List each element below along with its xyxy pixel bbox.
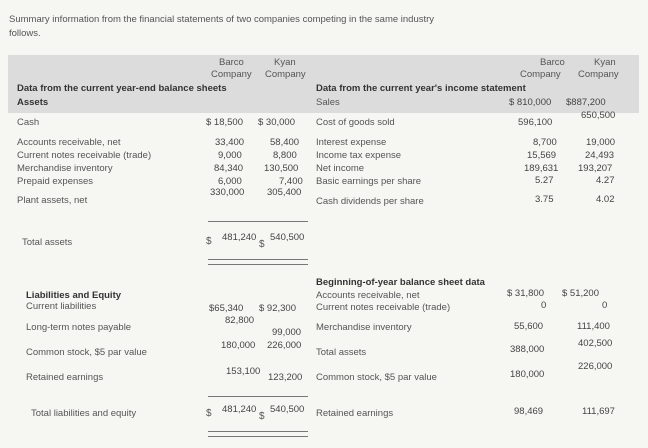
liab-barco: 82,800 <box>225 315 255 326</box>
asset-kyan: 7,400 <box>279 176 303 187</box>
income-barco: $ 810,000 <box>509 97 552 108</box>
income-label: Income tax expense <box>316 150 402 161</box>
boy-kyan: 111,697 <box>582 406 615 417</box>
total-le-barco: 481,240 <box>222 404 257 415</box>
asset-kyan: 130,500 <box>264 163 299 174</box>
left-col-kyan-1: Kyan <box>274 57 296 68</box>
asset-barco: $ 18,500 <box>206 117 243 128</box>
income-kyan: 24,493 <box>585 150 615 161</box>
boy-barco: 180,000 <box>510 369 545 380</box>
liab-title: Liabilities and Equity <box>26 290 122 301</box>
income-kyan: 4.27 <box>596 175 615 186</box>
le-rule-bottom-1 <box>208 431 308 432</box>
income-kyan: 4.02 <box>596 194 615 205</box>
left-col-barco-2: Company <box>211 69 252 80</box>
left-col-barco-1: Barco <box>219 57 244 68</box>
boy-kyan: $ 51,200 <box>562 288 599 299</box>
income-barco: 5.27 <box>535 175 554 186</box>
liab-kyan: 123,200 <box>268 372 303 383</box>
boy-label: Common stock, $5 par value <box>316 372 437 383</box>
total-le-label: Total liabilities and equity <box>31 408 137 419</box>
asset-label: Merchandise inventory <box>17 163 113 174</box>
total-assets-barco: 481,240 <box>222 232 257 243</box>
liab-kyan: 226,000 <box>267 340 302 351</box>
liab-label: Common stock, $5 par value <box>26 347 147 358</box>
asset-label: Accounts receivable, net <box>17 137 121 148</box>
right-col-barco-1: Barco <box>540 57 565 68</box>
asset-kyan: $ 30,000 <box>258 117 295 128</box>
total-assets-barco-dollar: $ <box>206 236 212 247</box>
right-col-barco-2: Company <box>520 69 561 80</box>
liab-label: Long-term notes payable <box>26 322 132 333</box>
boy-label: Accounts receivable, net <box>316 290 420 301</box>
asset-kyan: 305,400 <box>267 187 302 198</box>
income-barco: 15,569 <box>527 150 557 161</box>
liab-barco: 180,000 <box>221 340 256 351</box>
boy-barco: 55,600 <box>514 321 544 332</box>
income-kyan: 193,207 <box>578 163 613 174</box>
asset-label: Plant assets, net <box>17 195 88 206</box>
income-barco: 596,100 <box>518 117 553 128</box>
income-label: Interest expense <box>316 137 387 148</box>
boy-barco: $ 31,800 <box>507 288 544 299</box>
total-le-kyan-dollar: $ <box>259 411 265 422</box>
total-le-barco-dollar: $ <box>206 408 212 419</box>
total-rule-top <box>208 221 308 222</box>
le-rule-top <box>208 396 308 397</box>
asset-barco: 33,400 <box>215 137 245 148</box>
total-assets-label: Total assets <box>22 237 73 248</box>
boy-kyan: 111,400 <box>577 321 610 332</box>
left-col-kyan-2: Company <box>265 69 306 80</box>
total-assets-kyan: 540,500 <box>270 232 305 243</box>
income-barco: 189,631 <box>524 163 559 174</box>
boy-barco: 388,000 <box>510 344 545 355</box>
liab-kyan: $ 92,300 <box>259 303 296 314</box>
assets-title: Assets <box>17 97 49 108</box>
boy-label: Current notes receivable (trade) <box>316 302 451 313</box>
le-rule-bottom-2 <box>208 436 308 437</box>
income-kyan: 650,500 <box>581 110 616 121</box>
asset-barco: 6,000 <box>218 176 242 187</box>
total-le-kyan: 540,500 <box>270 404 305 415</box>
right-section-title: Data from the current year's income statement <box>316 83 526 94</box>
boy-label: Retained earnings <box>316 408 394 419</box>
asset-barco: 9,000 <box>218 150 242 161</box>
asset-label: Current notes receivable (trade) <box>17 150 152 161</box>
total-assets-kyan-dollar: $ <box>259 239 265 250</box>
asset-kyan: 8,800 <box>273 150 297 161</box>
income-barco: 8,700 <box>533 137 557 148</box>
boy-kyan: 402,500 <box>578 338 613 349</box>
liab-label: Current liabilities <box>26 301 97 312</box>
liab-label: Retained earnings <box>26 372 104 383</box>
boy-barco: 0 <box>541 300 547 311</box>
intro-line-1: Summary information from the financial statements of two companies competing in the same industry <box>9 14 435 25</box>
asset-label: Cash <box>17 117 40 128</box>
income-label: Cost of goods sold <box>316 117 395 128</box>
right-col-kyan-1: Kyan <box>594 57 616 68</box>
income-label: Cash dividends per share <box>316 196 424 207</box>
boy-label: Merchandise inventory <box>316 322 412 333</box>
asset-barco: 330,000 <box>210 187 245 198</box>
boy-barco: 98,469 <box>514 406 544 417</box>
income-barco: 3.75 <box>535 194 554 205</box>
asset-kyan: 58,400 <box>270 137 300 148</box>
intro-line-2: follows. <box>9 28 41 39</box>
total-rule-bottom-2 <box>208 264 308 265</box>
boy-title: Beginning-of-year balance sheet data <box>316 277 485 288</box>
boy-kyan: 226,000 <box>578 361 613 372</box>
income-label: Net income <box>316 163 365 174</box>
asset-barco: 84,340 <box>214 163 244 174</box>
liab-barco: $65,340 <box>209 303 244 314</box>
asset-label: Prepaid expenses <box>17 176 94 187</box>
liab-kyan: 99,000 <box>272 327 302 338</box>
income-label: Sales <box>316 97 340 108</box>
liab-barco: 153,100 <box>226 366 261 377</box>
total-rule-bottom-1 <box>208 259 308 260</box>
boy-label: Total assets <box>316 347 367 358</box>
income-kyan: $887,200 <box>566 97 606 108</box>
left-section-title: Data from the current year-end balance sheets <box>17 83 227 94</box>
income-label: Basic earnings per share <box>316 176 422 187</box>
income-kyan: 19,000 <box>586 137 616 148</box>
boy-kyan: 0 <box>602 300 608 311</box>
right-col-kyan-2: Company <box>578 69 619 80</box>
